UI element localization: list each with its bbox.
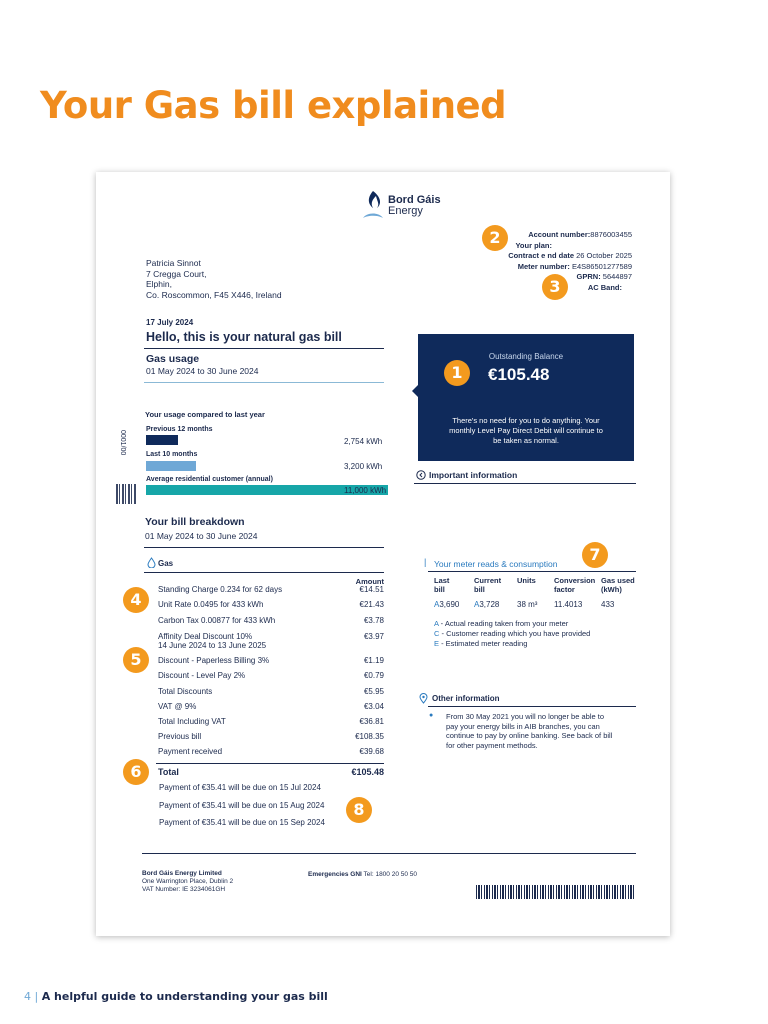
charge-row-amount: €14.51: [359, 585, 384, 594]
charge-row-amount: €3.97: [363, 632, 384, 641]
badge-6: 6: [123, 759, 149, 785]
balance-note: There's no need for you to do anything. Your: [452, 416, 600, 425]
plan-row: [412, 241, 632, 252]
payment-line: Payment of €35.41 will be due on 15 Jul 2024: [159, 783, 321, 792]
footer-text: A helpful guide to understanding your gas bill: [41, 990, 328, 1003]
side-code: 0001/00: [119, 430, 126, 456]
other-info-text: [446, 712, 612, 750]
meter-value: [517, 600, 537, 609]
page-footer: [24, 990, 328, 1003]
badge-3: 3: [542, 274, 568, 300]
divider: [428, 571, 636, 572]
legend-code: C: [434, 629, 440, 638]
read-value: 38 m³: [517, 600, 538, 609]
charge-row-amount: €39.68: [359, 747, 384, 756]
company-vat: VAT Number: IE 3234061GH: [142, 886, 226, 893]
info-circle-icon: [416, 470, 426, 480]
gprn-label: GPRN:: [576, 272, 601, 282]
meter-header: Last: [434, 576, 450, 585]
page-number: 4: [24, 990, 31, 1003]
meter-header: Gas used: [601, 576, 635, 585]
gas-drop-icon: [147, 557, 156, 568]
usage-bar-last-10: [146, 461, 196, 471]
balance-box: [418, 334, 634, 461]
ac-band-row: [412, 283, 632, 294]
important-info-heading: Important information: [429, 470, 518, 480]
read-type-code: A: [474, 600, 480, 609]
meter-value: [554, 600, 582, 609]
meter-header: (kWh): [601, 585, 622, 594]
badge-2: 2: [482, 225, 508, 251]
divider: [428, 706, 636, 707]
charge-row-label: Discount - Paperless Billing 3%: [158, 656, 270, 665]
legend-row: [434, 619, 590, 629]
contract-end-label: Contract e nd date: [508, 251, 575, 261]
legend-text: - Customer reading which you have provided: [439, 629, 591, 638]
emergency-tel: Tel: 1800 20 50 50: [363, 871, 418, 878]
meter-header: Units: [517, 576, 536, 585]
breakdown-period: 01 May 2024 to 30 June 2024: [145, 531, 258, 541]
badge-4: 4: [123, 587, 149, 613]
compare-label-1: Last 10 months: [146, 451, 198, 458]
read-value: 433: [601, 600, 615, 609]
amount-header: Amount: [355, 577, 384, 586]
total-label: Total: [158, 767, 179, 777]
balance-label: Outstanding Balance: [488, 352, 564, 361]
meter-title: Your meter reads & consumption: [434, 559, 558, 569]
meter-header: factor: [554, 585, 575, 594]
read-value: 3,728: [479, 600, 500, 609]
legend-row: [434, 629, 590, 639]
badge-5: 5: [123, 647, 149, 673]
barcode: [476, 885, 636, 899]
gprn-row: [412, 272, 632, 283]
divider: [144, 348, 384, 349]
usage-period: 01 May 2024 to 30 June 2024: [146, 366, 259, 376]
gas-label: Gas: [158, 559, 174, 568]
qr-code: [116, 484, 136, 504]
badge-1: 1: [444, 360, 470, 386]
contract-end-row: [412, 251, 632, 262]
total-amount: €105.48: [351, 767, 384, 777]
other-info-heading: Other information: [432, 694, 500, 703]
bill-date: 17 July 2024: [146, 318, 194, 327]
badge-8: 8: [346, 797, 372, 823]
meter-value: [601, 600, 614, 609]
divider: [144, 382, 384, 383]
legend-text: - Estimated meter reading: [439, 639, 528, 648]
meter-value: [434, 600, 459, 609]
page-title: Your Gas bill explained: [40, 84, 507, 127]
legend-text: - Actual reading taken from your meter: [438, 619, 569, 628]
charge-row-label: Unit Rate 0.0495 for 433 kWh: [158, 600, 264, 609]
company-name: Bord Gáis Energy Limited: [142, 870, 222, 877]
charge-row-label: Discount - Level Pay 2%: [158, 671, 246, 680]
contract-end-value: 26 October 2025: [576, 251, 632, 261]
balance-note: monthly Level Pay Direct Debit will continue to: [449, 426, 603, 435]
divider: [414, 483, 636, 484]
compare-value-1: 3,200 kWh: [344, 462, 383, 471]
charge-row-amount: €21.43: [359, 600, 384, 609]
charge-row-label: Carbon Tax 0.00877 for 433 kWh: [158, 616, 276, 625]
divider: [144, 547, 384, 548]
usage-bar-previous-12: [146, 435, 178, 445]
meter-number-row: [412, 262, 632, 273]
company-info: [142, 870, 233, 894]
gprn-value: 5644897: [602, 272, 632, 282]
legend-code: A: [434, 619, 439, 628]
address-line: 7 Cregga Court,: [146, 268, 207, 279]
balance-note: be taken as normal.: [493, 436, 559, 445]
charge-row-label: Affinity Deal Discount 10%: [158, 632, 253, 641]
meter-marker: |: [424, 557, 427, 567]
other-info-line: for other payment methods.: [446, 740, 538, 750]
meter-number-value: E4S86501277589: [571, 261, 632, 271]
account-details: [412, 230, 632, 294]
account-number-row: [412, 230, 632, 241]
charge-row-amount: €108.35: [355, 732, 384, 741]
charge-row-label: Standing Charge 0.234 for 62 days: [158, 585, 283, 594]
bill-document: [96, 172, 670, 936]
customer-address: [146, 258, 282, 300]
bullet-icon: ●: [429, 712, 434, 719]
logo-text-1: Bord Gáis: [388, 194, 441, 206]
charge-row-label: Total Discounts: [158, 687, 213, 696]
charge-row-amount: €36.81: [359, 717, 384, 726]
footer-separator: |: [31, 990, 42, 1003]
breakdown-title: Your bill breakdown: [145, 516, 245, 528]
location-pin-icon: [419, 693, 428, 704]
bord-gais-logo: [361, 190, 451, 222]
compare-title: Your usage compared to last year: [145, 410, 265, 419]
read-type-code: A: [434, 600, 440, 609]
read-value: 11.4013: [554, 600, 583, 609]
compare-label-2: Average residential customer (annual): [146, 476, 273, 483]
emergency-contact: [308, 871, 417, 878]
charge-row-amount: €5.95: [363, 687, 384, 696]
payment-line: Payment of €35.41 will be due on 15 Sep 2024: [159, 818, 325, 827]
charge-row-amount: €3.78: [363, 616, 384, 625]
legend-row: [434, 639, 590, 649]
legend-code: E: [434, 639, 440, 648]
company-address: One Warrington Place, Dublin 2: [142, 878, 234, 885]
meter-header: bill: [434, 585, 445, 594]
meter-header: bill: [474, 585, 485, 594]
compare-value-2: 11,000 kWh: [344, 486, 387, 495]
account-number-label: Account number:: [528, 230, 591, 239]
address-line: Co. Roscommon, F45 X446, Ireland: [146, 289, 282, 300]
other-info-line: pay your energy bills in AIB branches, you can: [446, 721, 600, 731]
charge-row-label: 14 June 2024 to 13 June 2025: [158, 641, 267, 650]
account-number-value: 8876003455: [590, 230, 632, 239]
divider: [142, 853, 636, 854]
compare-label-0: Previous 12 months: [146, 426, 213, 433]
emergency-label: Emergencies GNI: [308, 871, 362, 878]
divider: [144, 572, 384, 573]
charge-row-label: Payment received: [158, 747, 223, 756]
address-line: Elphin,: [146, 279, 172, 289]
charge-row-label: Total Including VAT: [158, 717, 226, 726]
greeting: Hello, this is your natural gas bill: [146, 330, 342, 344]
charge-row-label: VAT @ 9%: [158, 702, 197, 711]
read-value: 3,690: [439, 600, 460, 609]
ac-band-label: AC Band:: [587, 282, 622, 292]
charge-row-label: Previous bill: [158, 732, 202, 741]
payment-line: Payment of €35.41 will be due on 15 Aug 2024: [159, 801, 325, 810]
usage-title: Gas usage: [146, 353, 200, 365]
meter-header: Current: [474, 576, 502, 585]
other-info-line: From 30 May 2021 you will no longer be able to: [446, 712, 605, 721]
balance-amount: €105.48: [488, 365, 550, 384]
meter-legend: [434, 619, 590, 649]
plan-label: Your plan:: [515, 240, 552, 250]
logo-text-2: Energy: [388, 205, 423, 217]
meter-value: [474, 600, 499, 609]
other-info-line: continue to pay by online banking. See back of bill: [446, 731, 613, 740]
charge-row-amount: €0.79: [363, 671, 384, 680]
address-line: Patricia Sinnot: [146, 258, 201, 268]
meter-header: Conversion: [554, 576, 596, 585]
charge-row-amount: €1.19: [363, 656, 384, 665]
flame-logo-icon: [361, 190, 385, 220]
charge-row-amount: €3.04: [363, 702, 384, 711]
meter-number-label: Meter number:: [517, 261, 570, 271]
compare-value-0: 2,754 kWh: [344, 437, 383, 446]
badge-7: 7: [582, 542, 608, 568]
divider: [156, 763, 384, 764]
